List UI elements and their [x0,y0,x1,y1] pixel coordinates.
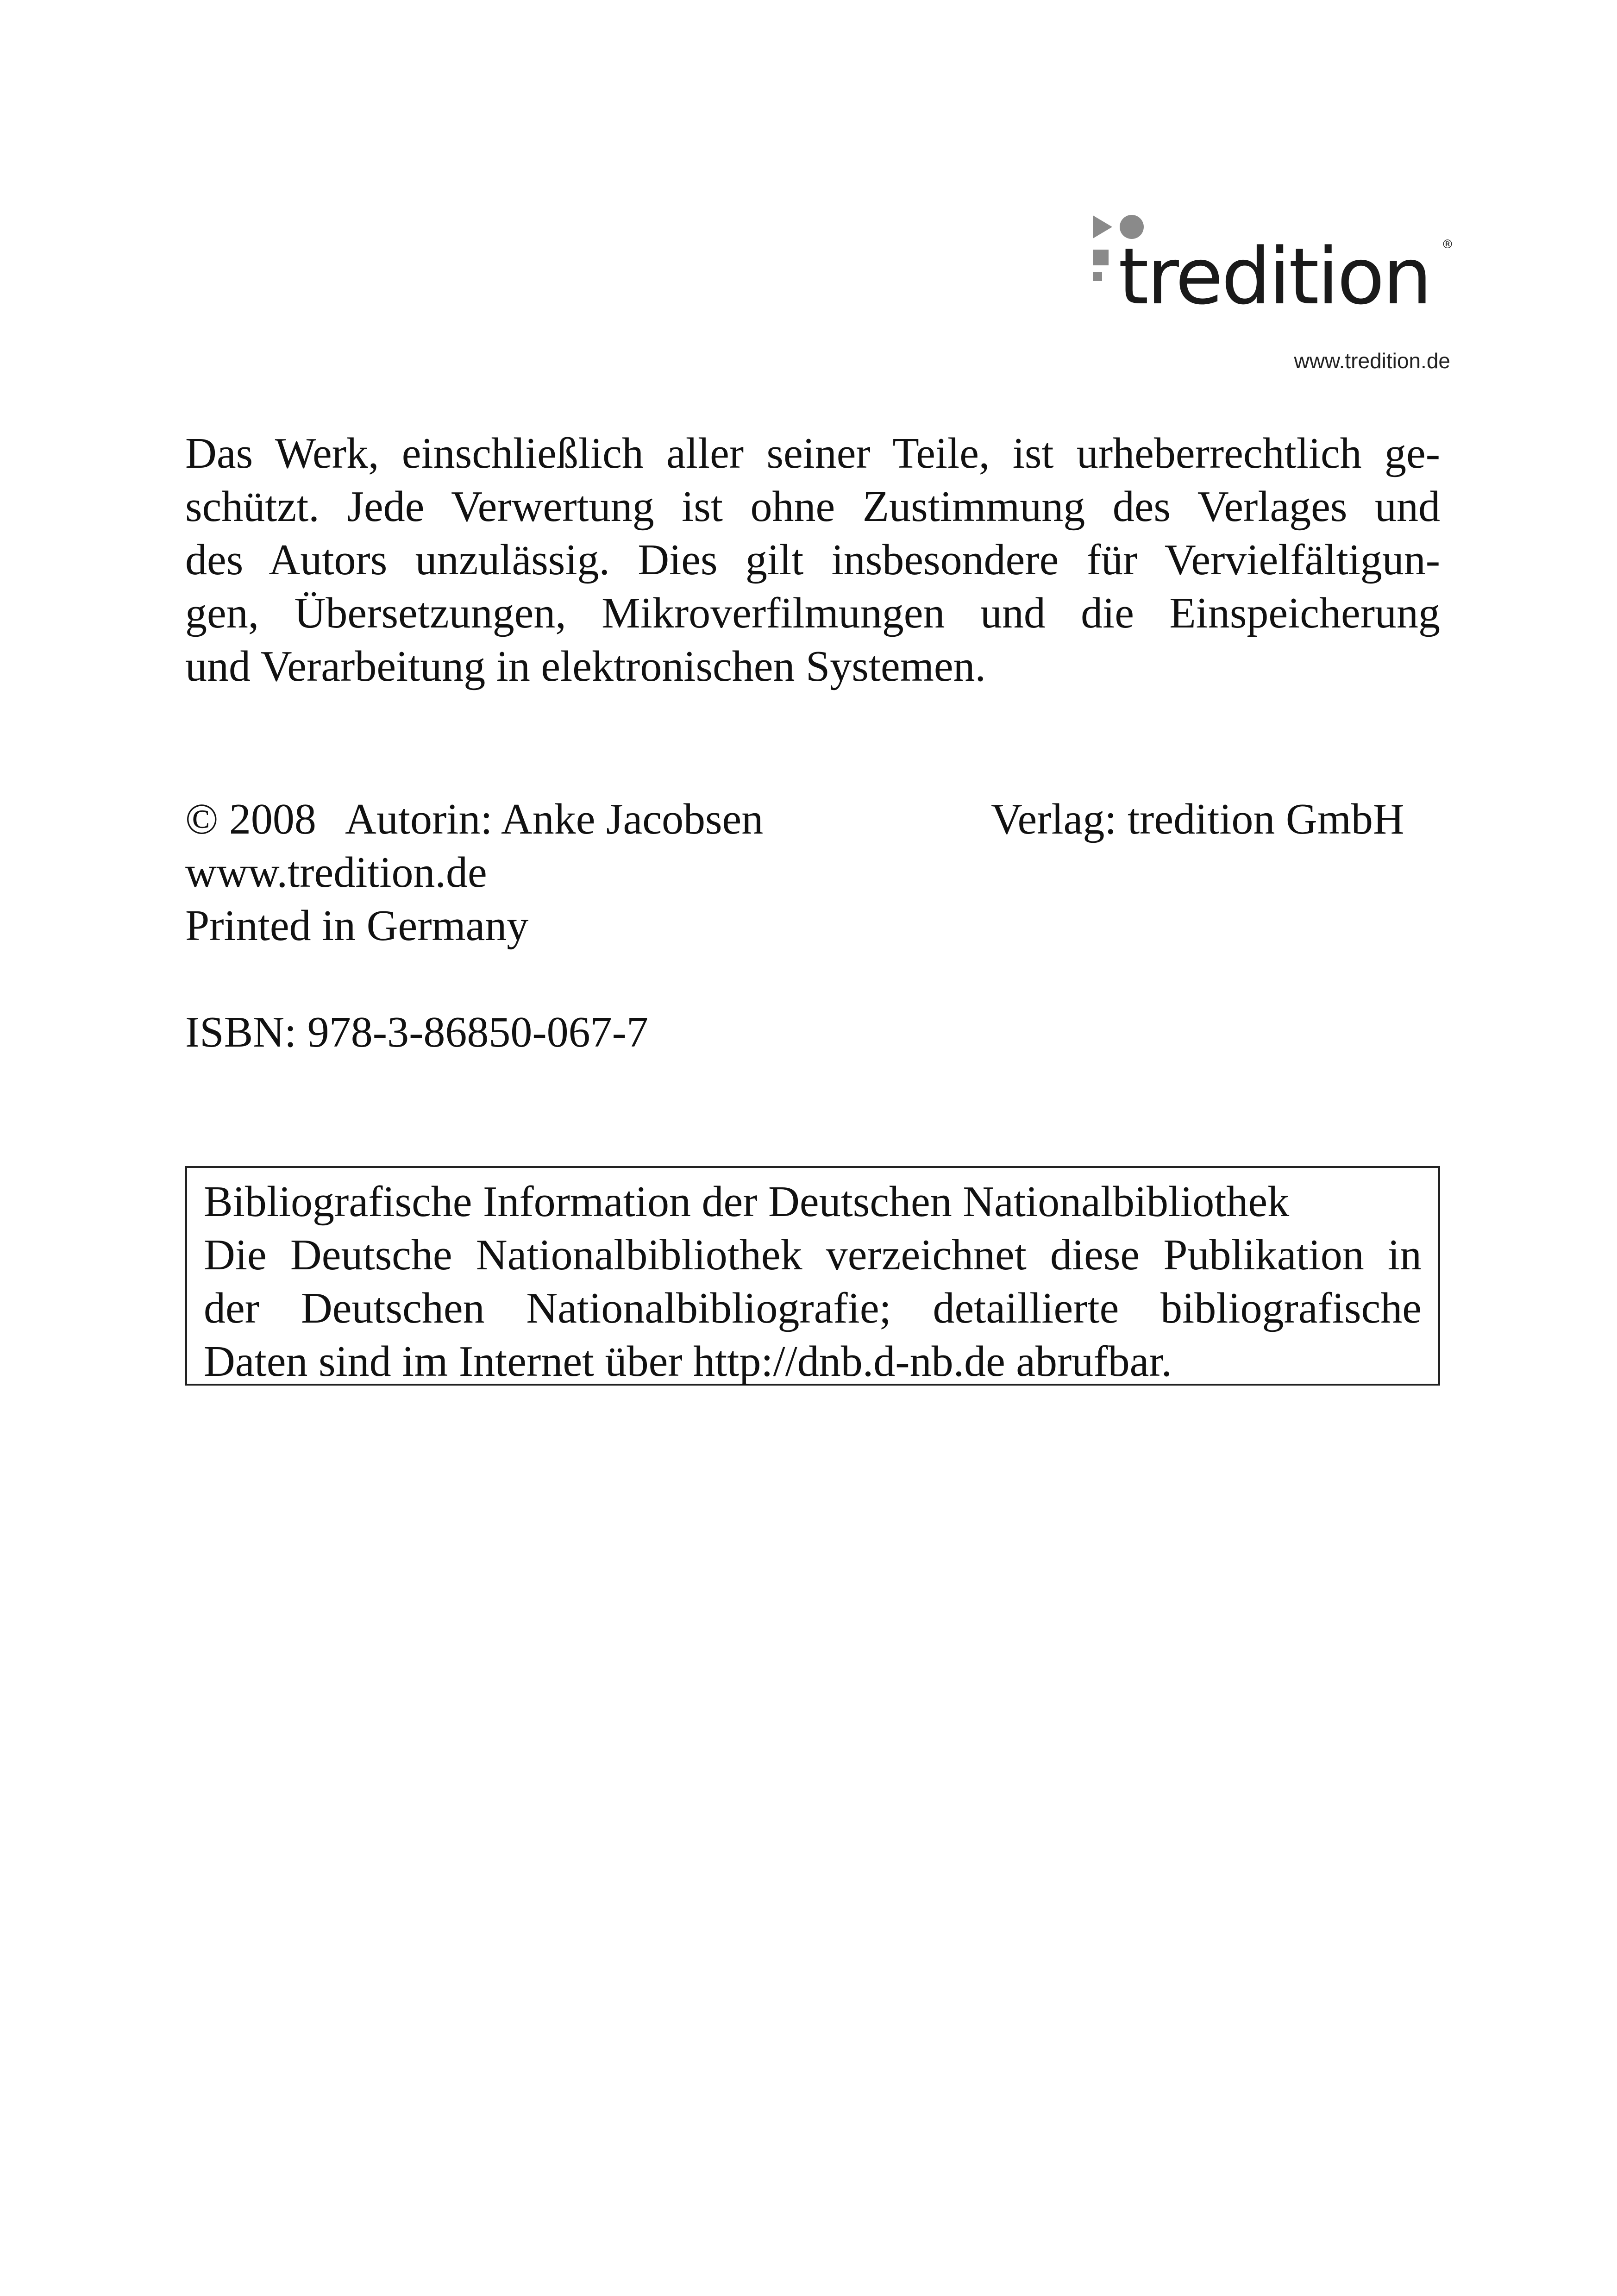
notice-line: schützt. Jede Verwertung ist ohne Zustimmung des Verlages und [185,483,1440,531]
logo-square-mark [1093,250,1109,265]
logo-triangle-mark [1093,215,1112,238]
dnb-info-box [185,1166,1440,1386]
notice-line: Das Werk, einschließlich aller seiner Teile, ist urheberrechtlich ge- [185,429,1440,477]
logo-wordmark: tredition [1118,231,1430,322]
dnb-heading: Bibliografische Information der Deutschen Nationalbibliothek [204,1178,1290,1226]
publisher-website[interactable]: www.tredition.de [185,848,487,897]
notice-line: gen, Übersetzungen, Mikroverfilmungen und die Einspeicherung [185,589,1440,637]
author-credit: Autorin: Anke Jacobsen [345,795,764,843]
dnb-line: Die Deutsche Nationalbibliothek verzeichnet diese Publikation in [204,1231,1422,1279]
isbn: ISBN: 978-3-86850-067-7 [185,1008,648,1056]
notice-line: des Autors unzulässig. Dies gilt insbesondere für Vervielfältigun- [185,536,1440,584]
publisher-credit: Verlag: tredition GmbH [991,795,1404,843]
logo-small-square-mark [1093,272,1102,281]
notice-line: und Verarbeitung in elektronischen Systemen. [185,642,986,690]
printed-location: Printed in Germany [185,902,529,950]
dnb-line: der Deutschen Nationalbibliografie; detaillierte bibliografische [204,1284,1422,1332]
logo-url[interactable]: www.tredition.de [1294,349,1450,373]
dnb-line: Daten sind im Internet über http://dnb.d-nb.de abrufbar. [204,1337,1172,1386]
tredition-logo [1081,204,1454,324]
logo-registered-mark: ® [1442,238,1454,251]
copyright-notice [185,427,1440,693]
copyright-year: © 2008 [185,795,316,843]
